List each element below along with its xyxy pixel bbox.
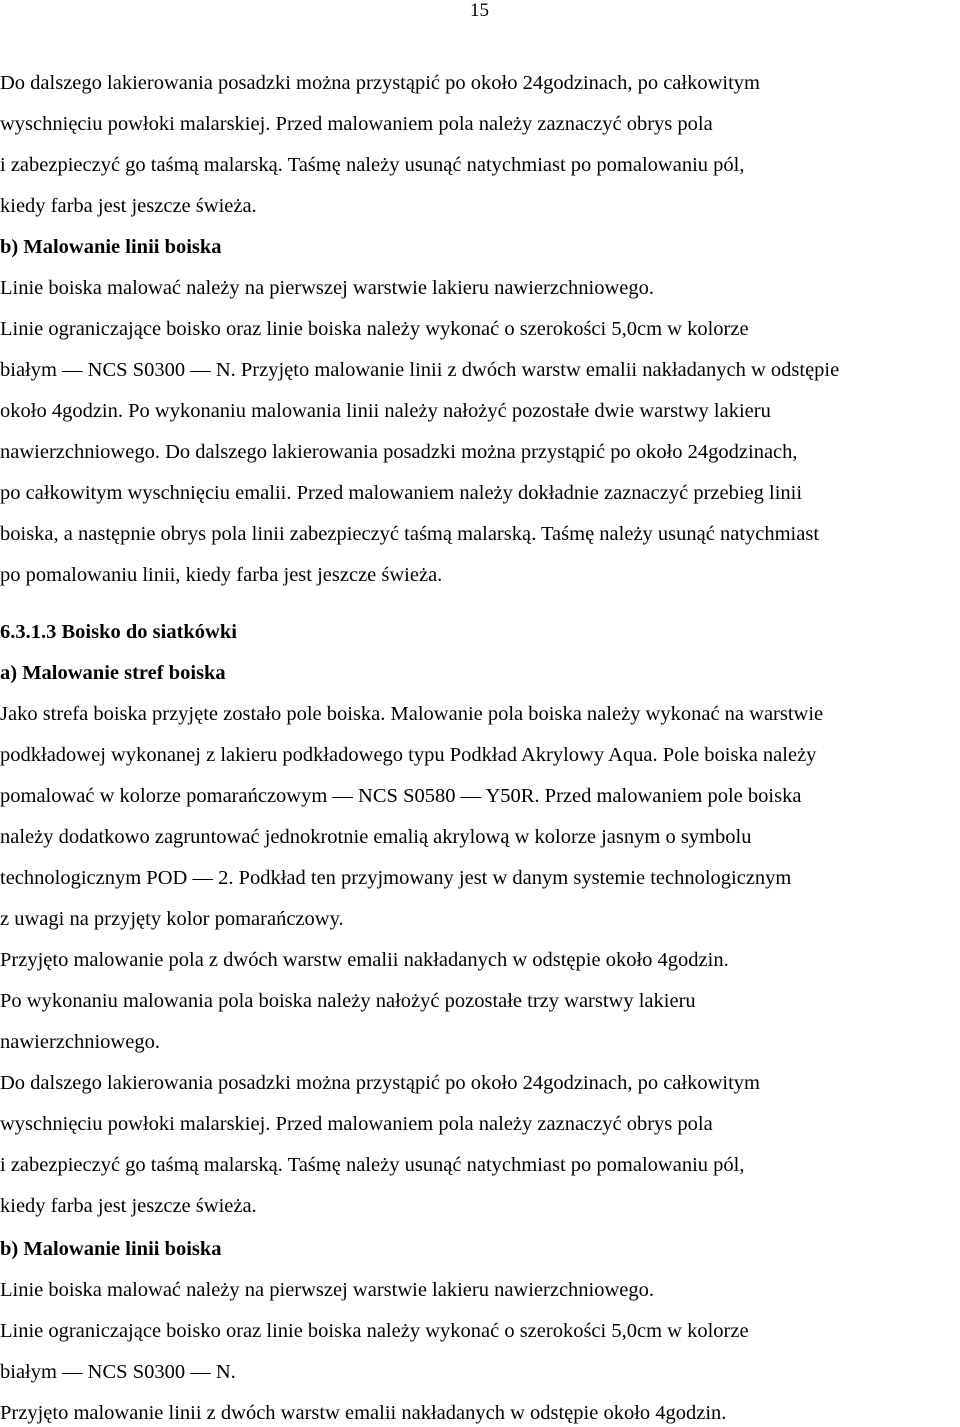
body-text-line: Linie ograniczające boisko oraz linie boiska należy wykonać o szerokości 5,0cm w kolorze <box>0 1320 749 1342</box>
body-text-line: z uwagi na przyjęty kolor pomarańczowy. <box>0 908 344 930</box>
body-text-line: nawierzchniowego. Do dalszego lakierowania posadzki można przystąpić po około 24godzinach, <box>0 441 798 463</box>
body-text-line: białym — NCS S0300 — N. Przyjęto malowanie linii z dwóch warstw emalii nakładanych w odstępie <box>0 359 840 381</box>
body-text-line: i zabezpieczyć go taśmą malarską. Taśmę należy usunąć natychmiast po pomalowaniu pól, <box>0 154 745 176</box>
body-text-line: białym — NCS S0300 — N. <box>0 1361 236 1383</box>
section-heading: b) Malowanie linii boiska <box>0 1238 222 1260</box>
section-number-heading: 6.3.1.3 Boisko do siatkówki <box>0 621 237 643</box>
section-heading: b) Malowanie linii boiska <box>0 236 222 258</box>
body-text-line: Do dalszego lakierowania posadzki można przystąpić po około 24godzinach, po całkowitym <box>0 72 760 94</box>
body-text-line: Linie boiska malować należy na pierwszej warstwie lakieru nawierzchniowego. <box>0 1279 655 1301</box>
body-text-line: Przyjęto malowanie linii z dwóch warstw emalii nakładanych w odstępie około 4godzin. <box>0 1402 727 1424</box>
body-text-line: Jako strefa boiska przyjęte zostało pole boiska. Malowanie pola boiska należy wykonać na warstwie <box>0 703 824 725</box>
body-text-line: Przyjęto malowanie pola z dwóch warstw emalii nakładanych w odstępie około 4godzin. <box>0 949 729 971</box>
body-text-line: i zabezpieczyć go taśmą malarską. Taśmę należy usunąć natychmiast po pomalowaniu pól, <box>0 1154 745 1176</box>
section-heading: a) Malowanie stref boiska <box>0 662 226 684</box>
body-text-line: około 4godzin. Po wykonaniu malowania linii należy nałożyć pozostałe dwie warstwy lakieru <box>0 400 771 422</box>
body-text-line: pomalować w kolorze pomarańczowym — NCS S0580 — Y50R. Przed malowaniem pole boiska <box>0 785 802 807</box>
body-text-line: kiedy farba jest jeszcze świeża. <box>0 1195 257 1217</box>
page-number: 15 <box>470 0 489 21</box>
body-text-line: wyschnięciu powłoki malarskiej. Przed malowaniem pola należy zaznaczyć obrys pola <box>0 1113 713 1135</box>
body-text-line: podkładowej wykonanej z lakieru podkładowego typu Podkład Akrylowy Aqua. Pole boiska należy <box>0 744 817 766</box>
body-text-line: wyschnięciu powłoki malarskiej. Przed malowaniem pola należy zaznaczyć obrys pola <box>0 113 713 135</box>
body-text-line: Do dalszego lakierowania posadzki można przystąpić po około 24godzinach, po całkowitym <box>0 1072 760 1094</box>
body-text-line: po pomalowaniu linii, kiedy farba jest jeszcze świeża. <box>0 564 443 586</box>
body-text-line: Linie boiska malować należy na pierwszej warstwie lakieru nawierzchniowego. <box>0 277 655 299</box>
body-text-line: Po wykonaniu malowania pola boiska należy nałożyć pozostałe trzy warstwy lakieru <box>0 990 696 1012</box>
body-text-line: technologicznym POD — 2. Podkład ten przyjmowany jest w danym systemie technologicznym <box>0 867 792 889</box>
body-text-line: Linie ograniczające boisko oraz linie boiska należy wykonać o szerokości 5,0cm w kolorze <box>0 318 749 340</box>
body-text-line: należy dodatkowo zagruntować jednokrotnie emalią akrylową w kolorze jasnym o symbolu <box>0 826 752 848</box>
body-text-line: kiedy farba jest jeszcze świeża. <box>0 195 257 217</box>
body-text-line: boiska, a następnie obrys pola linii zabezpieczyć taśmą malarską. Taśmę należy usunąć natychmiast <box>0 523 820 545</box>
body-text-line: po całkowitym wyschnięciu emalii. Przed malowaniem należy dokładnie zaznaczyć przebieg linii <box>0 482 803 504</box>
body-text-line: nawierzchniowego. <box>0 1031 160 1053</box>
